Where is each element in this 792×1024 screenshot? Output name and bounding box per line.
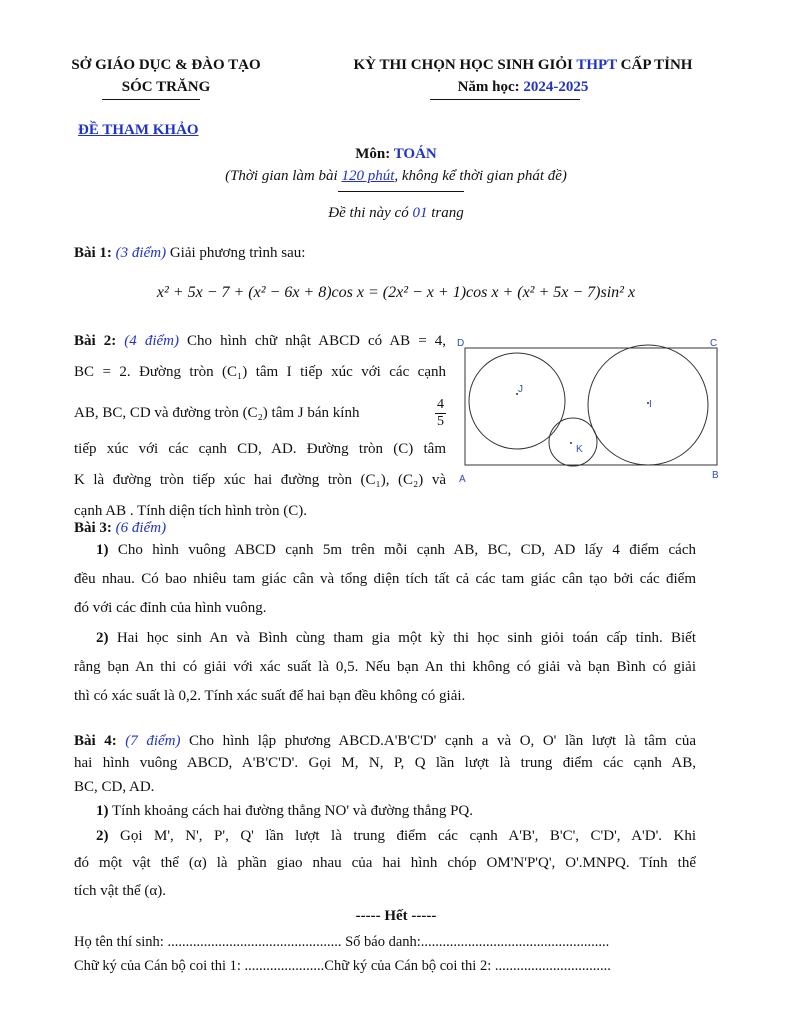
label-k: K	[576, 444, 583, 455]
bai3-p1-line3: đó với các đỉnh của hình vuông.	[74, 600, 267, 616]
exam-title: KỲ THI CHỌN HỌC SINH GIỎI THPT CẤP TỈNH	[353, 57, 693, 73]
center-k-dot	[570, 442, 572, 444]
rectangle-abcd	[465, 348, 717, 465]
bai4-p1: 1) Tính khoảng cách hai đường thẳng NO' và đường thẳng PQ.	[96, 803, 473, 819]
bai2-line5: K là đường tròn tiếp xúc hai đường tròn (C₁), (C₂) và	[74, 472, 446, 488]
reference-exam-tag: ĐỀ THAM KHẢO	[78, 122, 199, 138]
bai2-line1: Bài 2: (4 điểm) Cho hình chữ nhật ABCD có AB = 4,	[74, 333, 447, 349]
time-underline	[338, 191, 464, 192]
bai1-heading: Bài 1: (3 điểm) Giải phương trình sau:	[74, 245, 306, 261]
bai3-p2-line2: rằng bạn An thi có giải với xác suất là 0,5. Nếu bạn An thi không có giải và bạn Bình có giải	[74, 659, 696, 675]
bai2-line6: cạnh AB . Tính diện tích hình tròn (C).	[74, 503, 308, 519]
label-a: A	[459, 474, 466, 485]
province-name: SÓC TRĂNG	[121, 79, 211, 95]
bai3-p1-line2: đều nhau. Có bao nhiêu tam giác cân và tổng diện tích tất cả các tam giác cân tạo bởi các điểm	[74, 571, 696, 587]
bai3-p1-line1: 1) Cho hình vuông ABCD cạnh 5m trên mỗi cạnh AB, BC, CD, AD lấy 4 điểm cách	[96, 542, 696, 558]
bai3-p2-line1: 2) Hai học sinh An và Bình cùng tham gia một kỳ thi học sinh giỏi toán cấp tỉnh. Biết	[96, 630, 697, 646]
bai2-line2: BC = 2. Đường tròn (C₁) tâm I tiếp xúc với các cạnh	[74, 364, 446, 380]
bai4-line1: Bài 4: (7 điểm) Cho hình lập phương ABCD.A'B'C'D' cạnh a và O, O' lần lượt là tâm của	[74, 733, 696, 749]
proctor-signature-line: Chữ ký của Cán bộ coi thi 1: ......................Chữ ký của Cán bộ coi thi 2: ................................	[74, 958, 611, 974]
right-header-underline	[430, 99, 580, 100]
bai2-text	[74, 331, 446, 532]
bai4-line3: BC, CD, AD.	[74, 779, 155, 795]
pages-line: Đề thi này có 01 trang	[328, 205, 464, 221]
end-marker: ----- Hết -----	[355, 908, 437, 924]
department-name: SỞ GIÁO DỤC & ĐÀO TẠO	[71, 57, 261, 73]
bai3-heading: Bài 3: (6 điểm)	[74, 520, 167, 536]
circle-c1	[588, 345, 708, 465]
rectangle-circles-figure	[455, 330, 730, 485]
left-header-underline	[102, 99, 200, 100]
bai2-line3: AB, BC, CD và đường tròn (C₂) tâm J bán kính $\frac{4}{5}$	[74, 396, 444, 429]
radius-fraction: $\frac{4}{5}$	[437, 396, 444, 429]
bai1-equation: x² + 5x − 7 + (x² − 6x + 8)cos x = (2x² − x + 1)cos x + (x² + 5x − 7)sin² x	[156, 284, 636, 301]
label-c: C	[710, 338, 718, 349]
bai4-p2-line2: đó một vật thể (α) là phần giao nhau của hai hình chóp OM'N'P'Q', O'.MNPQ. Tính thể	[74, 855, 696, 871]
label-b: B	[712, 470, 719, 481]
subject-line: Môn: TOÁN	[355, 146, 437, 162]
bai3-p2-line3: thì có xác suất là 0,2. Tính xác suất để hai bạn đều không có giải.	[74, 688, 466, 704]
school-year: Năm học: 2024-2025	[457, 79, 589, 95]
label-i: I	[649, 399, 652, 410]
time-line: (Thời gian làm bài 120 phút, không kể thời gian phát đề)	[225, 168, 567, 184]
label-j: J	[518, 384, 523, 395]
bai4-line2: hai hình vuông ABCD, A'B'C'D'. Gọi M, N, P, Q lần lượt là trung điểm các cạnh AB,	[74, 755, 696, 771]
label-d: D	[457, 338, 465, 349]
bai2-line4: tiếp xúc với các cạnh CD, AD. Đường tròn (C) tâm	[74, 441, 446, 457]
bai4-p2-line1: 2) Gọi M', N', P', Q' lần lượt là trung điểm các cạnh A'B', B'C', C'D', A'D'. Khi	[96, 828, 697, 844]
bai4-p2-line3: tích vật thể (α).	[74, 883, 166, 899]
circle-c	[549, 418, 597, 466]
candidate-info-line: Họ tên thí sinh: ................................................ Số báo danh:....................................................	[74, 934, 610, 950]
